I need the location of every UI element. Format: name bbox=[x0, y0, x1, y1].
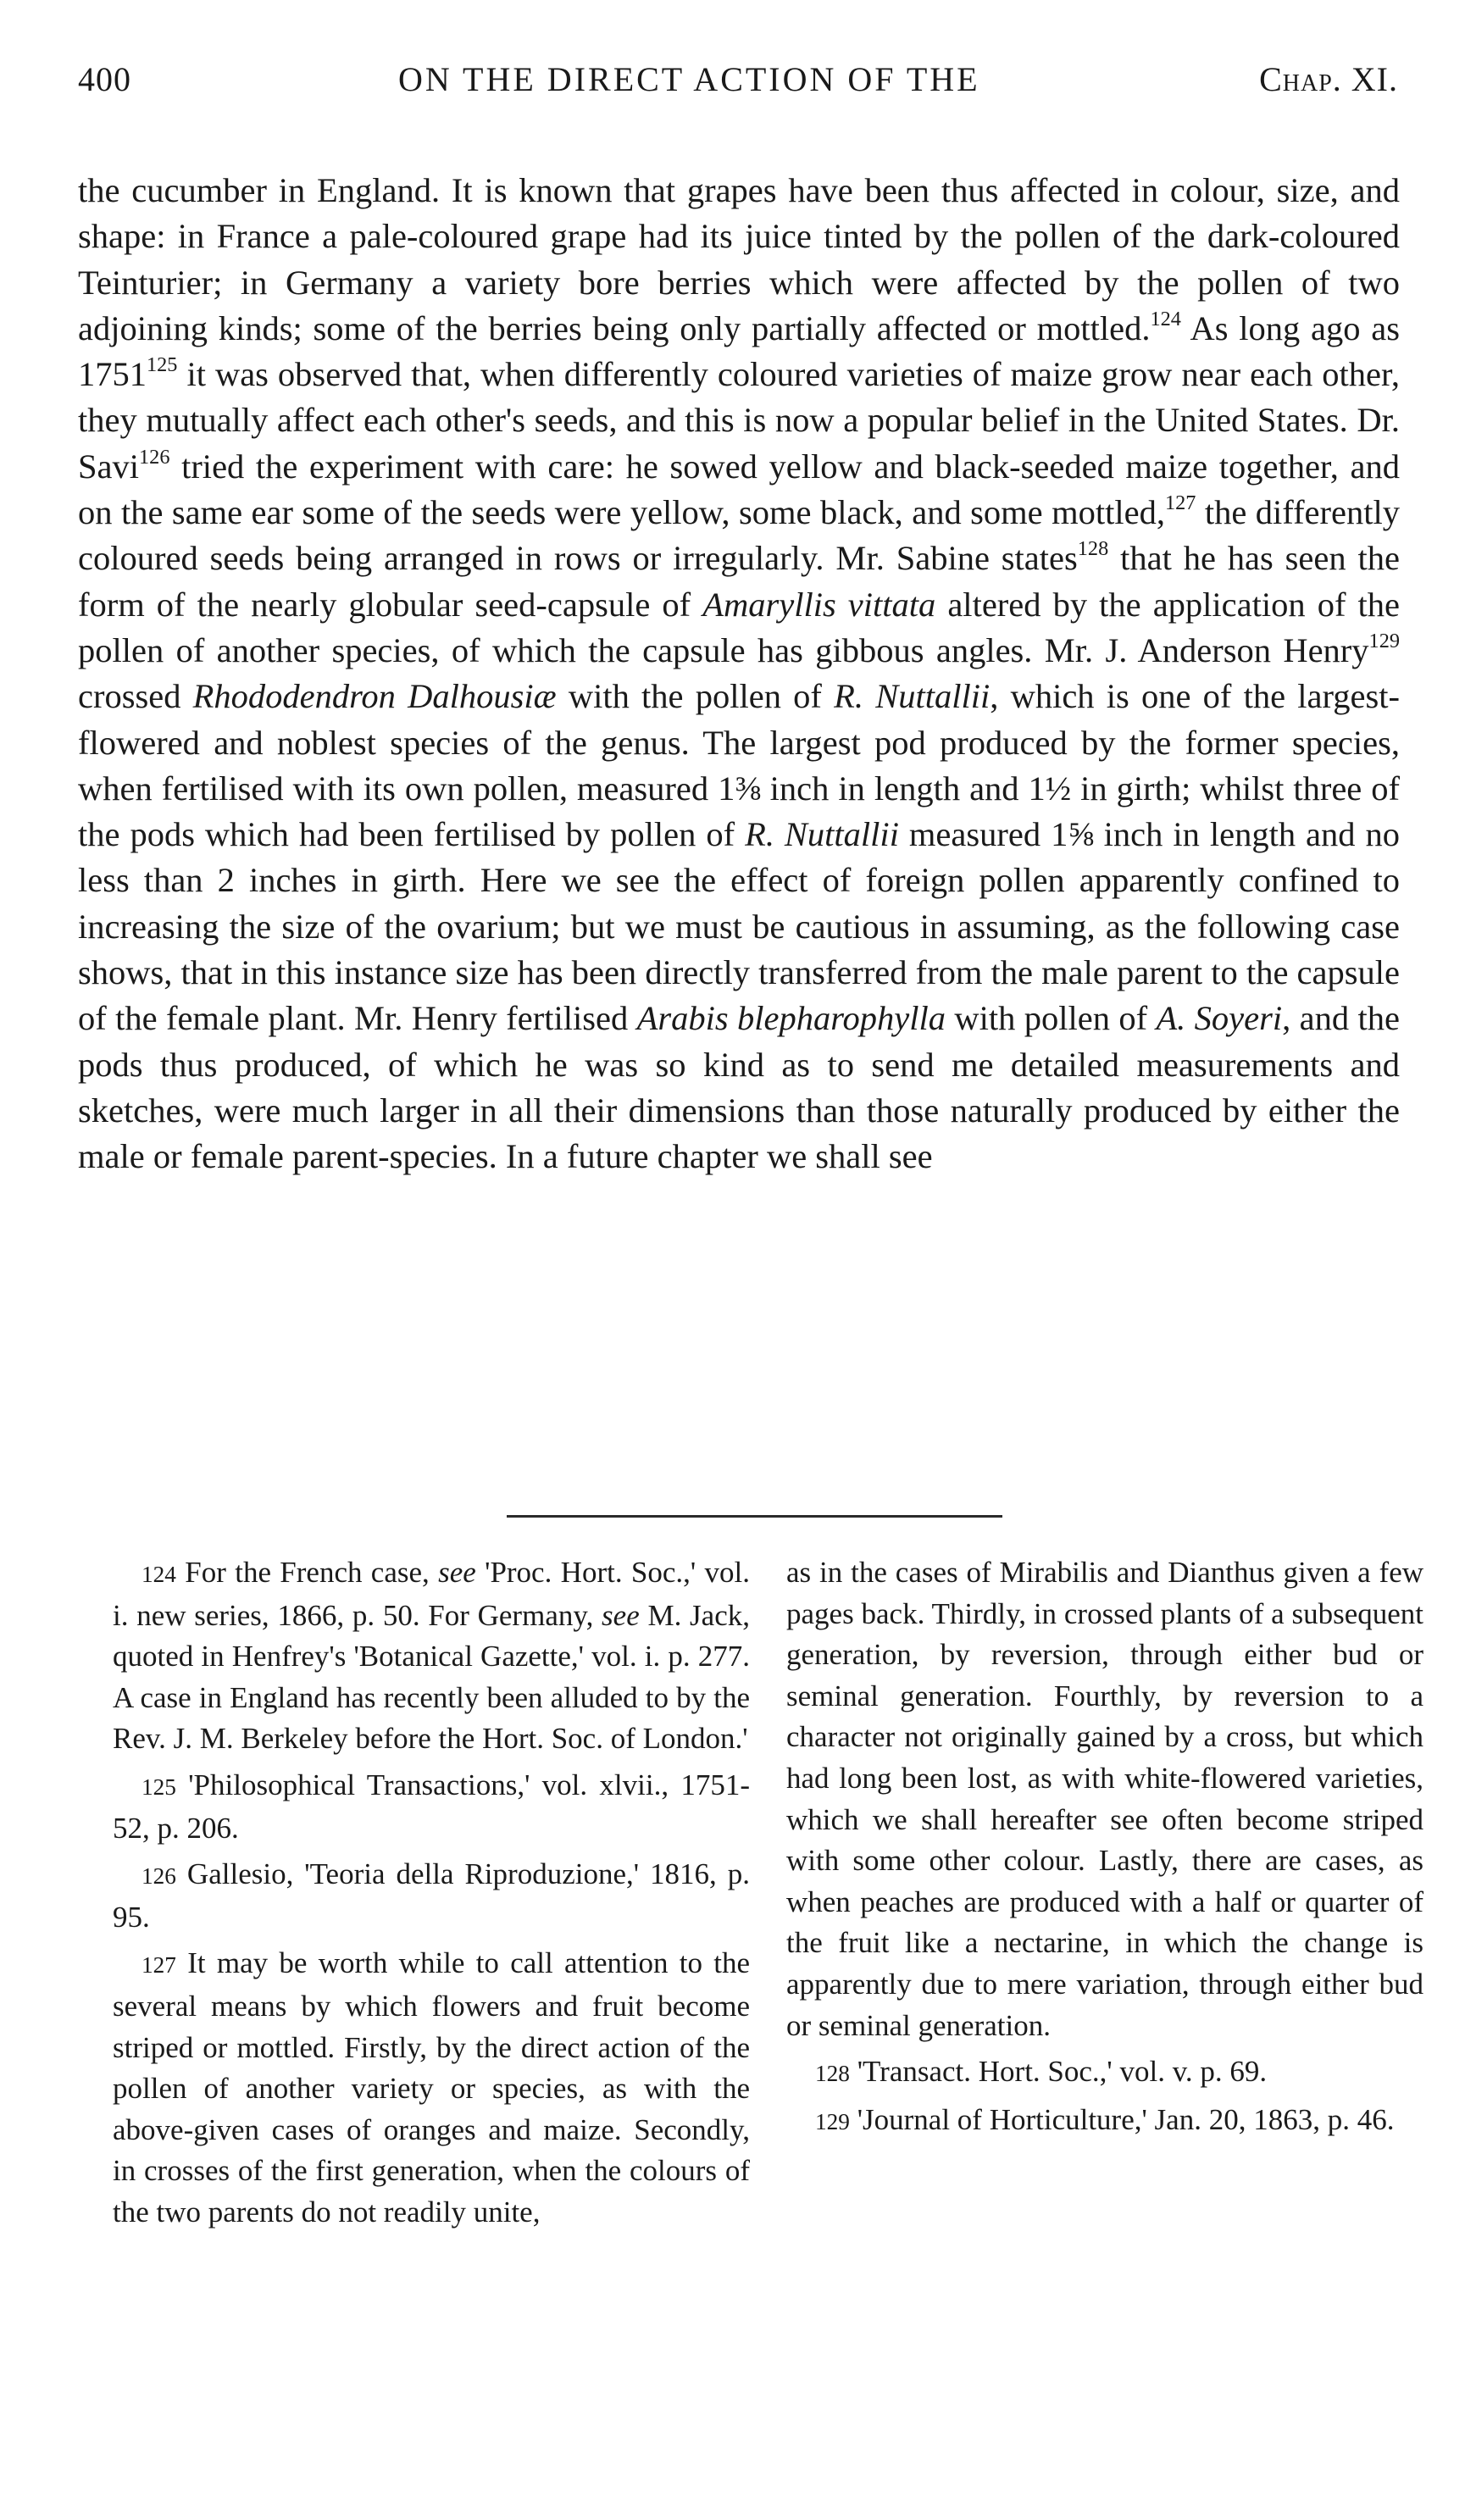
text-run: , which is one of the largest-flowered and noblest species of the genus. The largest pod produced by the former species, when fertilised with its own pollen, measured 1⅜ inch in length and 1½ in girth; whilst three of the pods which had been fertilised by pollen of bbox=[78, 677, 1401, 854]
species-name: Arabis blepharophylla bbox=[636, 999, 946, 1038]
footnote-number: 129 bbox=[815, 2108, 850, 2134]
footnotes-right-column bbox=[786, 1552, 1423, 2147]
footnote-127 bbox=[113, 1943, 750, 2233]
species-name: Amaryllis vittata bbox=[702, 585, 936, 624]
chapter-label: Chap. XI. bbox=[1259, 60, 1398, 98]
species-name: Rhododendron Dalhousiæ bbox=[192, 677, 557, 716]
text-run: as in the cases of Mirabilis and Dianthus given a few pages back. Thirdly, in crossed plants of a subsequent generation, by reversion, through either bud or seminal generation. Fourthly, by reversion to a character not originally gained by a cross, but which had long been lost, as with white-flowered varieties, which we shall hereafter see often become striped with some other colour. Lastly, there are cases, as when peaches are produced with a half or quarter of the fruit like a nectarine, in which the change is apparently due to mere variation, through either bud or seminal generation. bbox=[786, 1556, 1423, 2042]
text-run: with the pollen of bbox=[556, 677, 835, 716]
body-paragraph bbox=[78, 168, 1400, 1180]
footnote-divider bbox=[507, 1515, 1002, 1518]
text-run: the cucumber in England. It is known that grapes have been thus affected in colour, size, and shape: in France a pale-coloured grape had its juice tinted by the pollen of the dark-coloured Teinturier; in Germany a variety bore berries which were affected by the pollen of two adjoining kinds; some of the berries being only partially affected or mottled. bbox=[78, 171, 1400, 347]
text-run: 'Philosophical Transactions,' vol. xlvii., 1751-52, p. 206. bbox=[113, 1768, 750, 1845]
text-run: see bbox=[602, 1598, 640, 1632]
footnote-number: 127 bbox=[142, 1952, 176, 1979]
text-run: As long ago as 1751 bbox=[78, 308, 1400, 394]
footnote-129 bbox=[786, 2100, 1423, 2143]
footnote-number: 128 bbox=[815, 2061, 850, 2087]
footnote-ref-126: 126 bbox=[139, 445, 170, 469]
footnote-ref-125: 125 bbox=[147, 353, 178, 377]
footnote-127-continued bbox=[786, 1552, 1423, 2046]
running-title: ON THE DIRECT ACTION OF THE bbox=[398, 60, 980, 98]
main-text bbox=[78, 168, 1400, 1180]
text-run: 'Journal of Horticulture,' Jan. 20, 1863, p. 46. bbox=[849, 2102, 1395, 2136]
text-run: with pollen of bbox=[945, 999, 1157, 1038]
footnote-ref-127: 127 bbox=[1164, 491, 1196, 515]
page-number: 400 bbox=[78, 60, 131, 98]
footnote-ref-124: 124 bbox=[1150, 307, 1181, 330]
text-run: it was observed that, when differently coloured varieties of maize grow near each other, they mutually affect each other's seeds, and this is now a popular belief in the United States. Dr. Savi bbox=[78, 355, 1400, 486]
text-run: see bbox=[438, 1556, 476, 1589]
running-header bbox=[68, 59, 1398, 119]
footnote-124 bbox=[113, 1552, 750, 1760]
footnote-number: 125 bbox=[142, 1773, 176, 1800]
species-name: R. Nuttallii bbox=[745, 815, 899, 854]
footnote-ref-129: 129 bbox=[1368, 629, 1400, 652]
footnote-125 bbox=[113, 1765, 750, 1849]
text-run: the differently coloured seeds being arranged in rows or irregularly. Mr. Sabine states bbox=[78, 493, 1400, 578]
footnotes-left-column bbox=[113, 1552, 750, 2239]
text-run: altered by the application of the pollen of another species, of which the capsule has gibbous angles. Mr. J. Anderson Henry bbox=[78, 585, 1400, 669]
text-run: It may be worth while to call attention to the several means by which flowers and fruit become striped or mottled. Firstly, by the direct action of the pollen of another variety or species, as with the above-given cases of oranges and maize. Secondly, in crosses of the first generation, when the colours of the two parents do not readily unite, bbox=[113, 1946, 750, 2229]
text-run: M. Jack, quoted in Henfrey's 'Botanical Gazette,' vol. i. p. 277. A case in England has recently been alluded to by the Rev. J. M. Berkeley before the Hort. Soc. of London.' bbox=[113, 1598, 750, 1756]
text-run: 'Proc. Hort. Soc.,' vol. i. new series, 1866, p. 50. For Germany, bbox=[113, 1556, 750, 1632]
text-run: measured 1⅝ inch in length and no less than 2 inches in girth. Here we see the effect of foreign pollen apparently confined to increasing the size of the ovarium; but we must be cautious in assuming, as the following case shows, that in this instance size has been directly transferred from the male parent to the capsule of the female plant. Mr. Henry fertilised bbox=[78, 815, 1401, 1038]
text-run: tried the experiment with care: he sowed yellow and black-seeded maize together, and on the same ear some of the seeds were yellow, some black, and some mottled, bbox=[78, 447, 1400, 532]
footnote-number: 124 bbox=[142, 1562, 176, 1587]
species-name: A. Soyeri bbox=[1156, 999, 1283, 1038]
footnote-126 bbox=[113, 1854, 750, 1938]
species-name: R. Nuttallii bbox=[834, 677, 991, 716]
footnote-ref-128: 128 bbox=[1077, 537, 1109, 561]
text-run: For the French case, bbox=[175, 1556, 439, 1589]
text-run: 'Transact. Hort. Soc.,' vol. v. p. 69. bbox=[849, 2055, 1268, 2089]
text-run: Gallesio, 'Teoria della Riproduzione,' 1816, p. 95. bbox=[113, 1857, 750, 1934]
footnote-128 bbox=[786, 2051, 1423, 2095]
text-run: that he has seen the form of the nearly globular seed-capsule of bbox=[78, 539, 1400, 624]
text-run: , and the pods thus produced, of which he was so kind as to send me detailed measurements and sketches, were much larger in all their dimensions than those naturally produced by either the male or female parent-species. In a future chapter we shall see bbox=[78, 999, 1400, 1176]
footnote-number: 126 bbox=[142, 1863, 176, 1890]
text-run: crossed bbox=[78, 677, 193, 716]
